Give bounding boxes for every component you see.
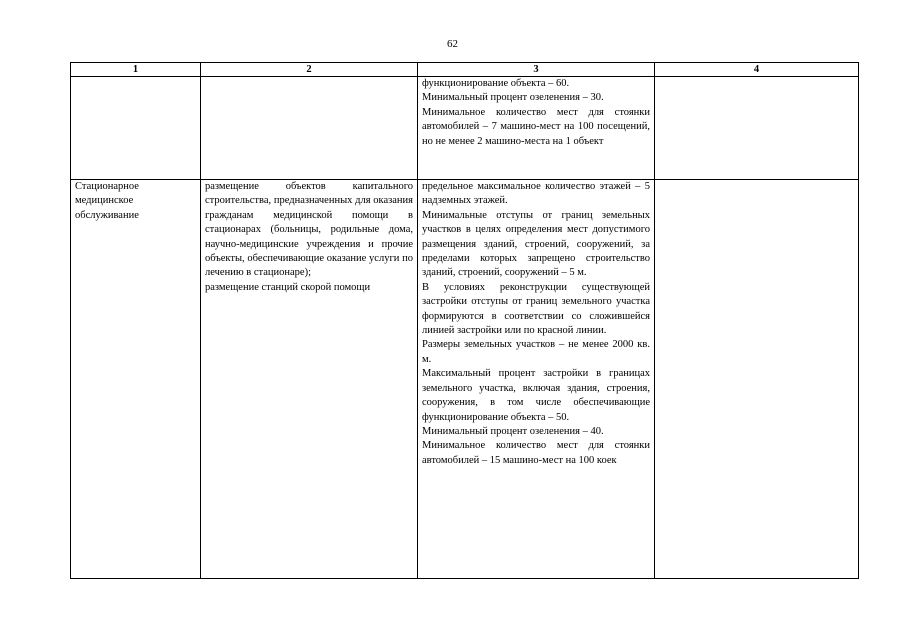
table-cell-use-description bbox=[201, 77, 418, 180]
table-row bbox=[71, 77, 859, 180]
parameter-text: предельное максимальное количество этажей – 5 надземных этажей. bbox=[422, 181, 650, 207]
table-cell-parameters bbox=[418, 180, 655, 579]
parameter-text: функционирование объекта – 60. bbox=[422, 78, 570, 89]
table-cell-notes bbox=[655, 180, 859, 579]
parameter-text: Максимальный процент застройки в границах земельного участка, включая здания, строения, сооружения, в том числе обеспечивающие функционирование объекта – 50. bbox=[422, 368, 650, 423]
table-cell-use-description bbox=[201, 180, 418, 579]
parameter-text: Минимальное количество мест для стоянки автомобилей – 15 машино-мест на 100 коек bbox=[422, 440, 650, 466]
table-cell-parameters bbox=[418, 77, 655, 180]
page-number: 62 bbox=[447, 38, 458, 50]
table-cell-use-type bbox=[71, 77, 201, 180]
parameter-text: Минимальное количество мест для стоянки автомобилей – 7 машино-мест на 100 посещений, но не менее 2 машино-места на 1 объект bbox=[422, 106, 650, 147]
description-text: размещение объектов капитального строительства, предназначенных для оказания гражданам медицинской помощи в стационарах (больницы, родильные дома, научно-медицинские учреждения и прочие объекты, обеспечивающие оказание услуги по лечению в стационаре); bbox=[205, 181, 413, 279]
column-header-1: 1 bbox=[71, 63, 201, 77]
parameter-text: В условиях реконструкции существующей застройки отступы от границ земельного участка формируются в соответствии со сложившейся линией застройки или по красной линии. bbox=[422, 281, 650, 337]
column-header-3: 3 bbox=[418, 63, 655, 77]
table-header-row bbox=[71, 63, 859, 77]
parameter-text: Размеры земельных участков – не менее 2000 кв. м. bbox=[422, 339, 650, 365]
parameter-text: Минимальный процент озеленения – 30. bbox=[422, 92, 604, 104]
parameter-text: Минимальный процент озеленения – 40. bbox=[422, 425, 604, 437]
table-cell-use-type: Стационарное медицинское обслуживание bbox=[71, 180, 201, 579]
regulations-table bbox=[70, 62, 859, 579]
parameter-text: Минимальные отступы от границ земельных участков в целях определения мест допустимого размещения зданий, строений, сооружений, за пределами которых запрещено строительство зданий, строений, сооружений – 5 м. bbox=[422, 209, 650, 279]
column-header-2: 2 bbox=[201, 63, 418, 77]
column-header-4: 4 bbox=[655, 63, 859, 77]
table-cell-notes bbox=[655, 77, 859, 180]
description-text: размещение станций скорой помощи bbox=[205, 281, 371, 293]
table-row bbox=[71, 180, 859, 579]
